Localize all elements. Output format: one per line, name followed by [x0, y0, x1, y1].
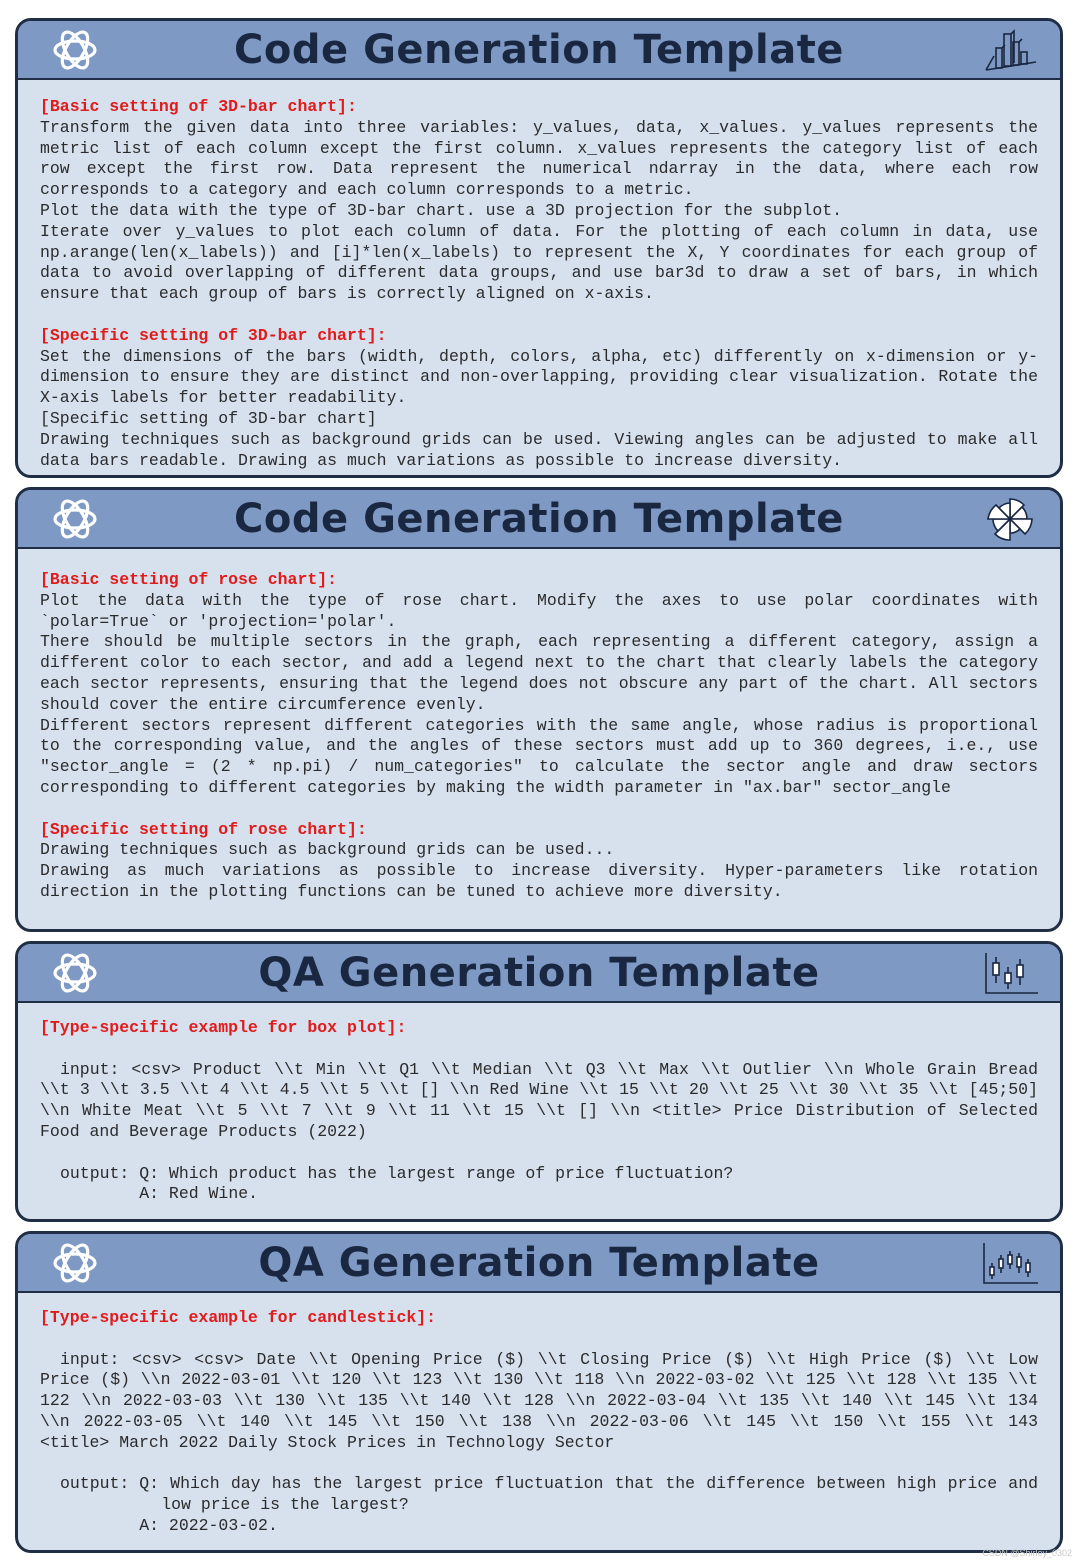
- section-heading: [Type-specific example for candlestick]:: [40, 1308, 437, 1327]
- paragraph: Iterate over y_values to plot each column of data. For the plotting of each column in data, use np.arange(len(x_labels)) and [i]*len(x_labels) to represent the X, Y coordinates for each group of data to avoid overlapping of different data groups, and use bar3d to draw a set of bars, in which ensure that each group of bars is correctly aligned on x-axis.: [40, 221, 1048, 304]
- card-body: [18, 1003, 1060, 1205]
- box-plot-icon: [980, 949, 1040, 997]
- spacer: [40, 1329, 1038, 1350]
- paragraph: Drawing techniques such as background grids can be used. Viewing angles can be adjusted to make all data bars readable. Drawing as much variations as possible to increase diversity.: [40, 429, 1048, 470]
- question-text: Q: Which product has the largest range of price fluctuation?: [139, 1163, 734, 1183]
- spacer: [40, 799, 1038, 820]
- section-heading: [Specific setting of 3D-bar chart]:: [40, 325, 387, 345]
- section-heading: [Basic setting of 3D-bar chart]:: [40, 97, 357, 116]
- card-body: [18, 1293, 1060, 1537]
- spacer: [40, 305, 1038, 326]
- paragraph: Plot the data with the type of 3D-bar chart. use a 3D projection for the subplot.: [40, 200, 843, 220]
- spacer: [40, 1454, 1038, 1475]
- section-heading: [Basic setting of rose chart]:: [40, 570, 338, 589]
- section-heading: [Specific setting of rose chart]:: [40, 819, 367, 839]
- candlestick-chart-icon: [980, 1239, 1040, 1287]
- rose-chart-icon: [980, 495, 1040, 543]
- output-label: output:: [60, 1474, 140, 1494]
- card-title: Code Generation Template: [234, 27, 844, 73]
- paragraph: There should be multiple sectors in the graph, each representing a different category, assign a different color to each sector, and add a legend next to the chart that clearly labels the category each sector represents, ensuring that the legend does not obscure any part of the chart. All sectors should cover the entire circumference evenly.: [40, 632, 1048, 714]
- output-example: [40, 1474, 1048, 1536]
- question-text: Q: Which day has the largest price fluctuation that the difference between high price and low price is the largest?: [139, 1474, 1048, 1515]
- input-example: input: <csv> Product \\t Min \\t Q1 \\t Median \\t Q3 \\t Max \\t Outlier \\n Whole Grain Bread \\t 3 \\t 3.5 \\t 4 \\t 4.5 \\t 5 \\t [] \\n Red Wine \\t 15 \\t 20 \\t 25 \\t 30 \\t 35 \\t [45;50] \\n White Meat \\t 5 \\t 7 \\t 9 \\t 11 \\t 15 \\t [] \\n <title> Price Distribution of Selected Food and Beverage Products (2022): [40, 1059, 1048, 1141]
- card-header: [18, 944, 1060, 1003]
- output-example: [40, 1164, 1038, 1206]
- code-template-card-3d-bar: [15, 18, 1063, 478]
- paragraph: Drawing techniques such as background grids can be used...: [40, 840, 615, 860]
- paragraph: Drawing as much variations as possible to increase diversity. Hyper-parameters like rotation direction in the plotting functions can be tuned to achieve more diversity.: [40, 861, 1048, 901]
- output-label: output:: [60, 1163, 140, 1183]
- card-title: Code Generation Template: [234, 496, 844, 542]
- qa-template-card-box-plot: [15, 941, 1063, 1222]
- card-title: QA Generation Template: [258, 1240, 820, 1286]
- spacer: [40, 1039, 1038, 1060]
- spacer: [40, 1143, 1038, 1164]
- card-body: [18, 549, 1060, 903]
- paragraph: Set the dimensions of the bars (width, depth, colors, alpha, etc) differently on x-dimension or y-dimension to ensure they are distinct and non-overlapping, providing clear visualization. Rotate the X-axis labels for better readability.: [40, 346, 1048, 408]
- answer-text: A: Red Wine.: [139, 1184, 259, 1204]
- paragraph: Plot the data with the type of rose chart. Modify the axes to use polar coordinates with `polar=True` or 'projection='polar'.: [40, 590, 1048, 631]
- card-title: QA Generation Template: [258, 950, 820, 996]
- input-example: input: <csv> <csv> Date \\t Opening Price ($) \\t Closing Price ($) \\t High Price ($) \\t Low Price ($) \\n 2022-03-01 \\t 120 \\t 123 \\t 130 \\t 118 \\n 2022-03-02 \\t 125 \\t 128 \\t 135 \\t 122 \\n 2022-03-03 \\t 130 \\t 135 \\t 140 \\t 128 \\n 2022-03-04 \\t 135 \\t 140 \\t 145 \\t 134 \\n 2022-03-05 \\t 140 \\t 145 \\t 150 \\t 138 \\n 2022-03-06 \\t 145 \\t 150 \\t 155 \\t 143 <title> March 2022 Daily Stock Prices in Technology Sector: [40, 1349, 1048, 1452]
- card-header: [18, 490, 1060, 549]
- card-body: [18, 80, 1060, 471]
- section-heading: [Type-specific example for box plot]:: [40, 1018, 407, 1037]
- paragraph: Transform the given data into three variables: y_values, data, x_values. y_values represents the metric list of each column except the first column. x_values represents the category list of each row except the first row. Data represent the numerical ndarray in the data, where each row corresponds to a category and each column corresponds to a metric.: [40, 117, 1048, 200]
- qa-template-card-candlestick: [15, 1231, 1063, 1553]
- answer-text: A: 2022-03-02.: [139, 1515, 278, 1535]
- code-template-card-rose: [15, 487, 1063, 932]
- paragraph: Different sectors represent different categories with the same angle, whose radius is proportional to the corresponding value, and the angles of these sectors must add up to 360 degrees, i.e., use "sector_angle = (2 * np.pi) / num_categories" to calculate the sector angle and draw sectors corresponding to different categories by making the width parameter in "ax.bar" sector_angle: [40, 715, 1048, 797]
- 3d-bar-chart-icon: [980, 26, 1040, 74]
- watermark: CSDN @Shirley_0302: [982, 1548, 1072, 1558]
- card-header: [18, 1234, 1060, 1293]
- paragraph: [Specific setting of 3D-bar chart]: [40, 408, 377, 428]
- card-header: [18, 21, 1060, 80]
